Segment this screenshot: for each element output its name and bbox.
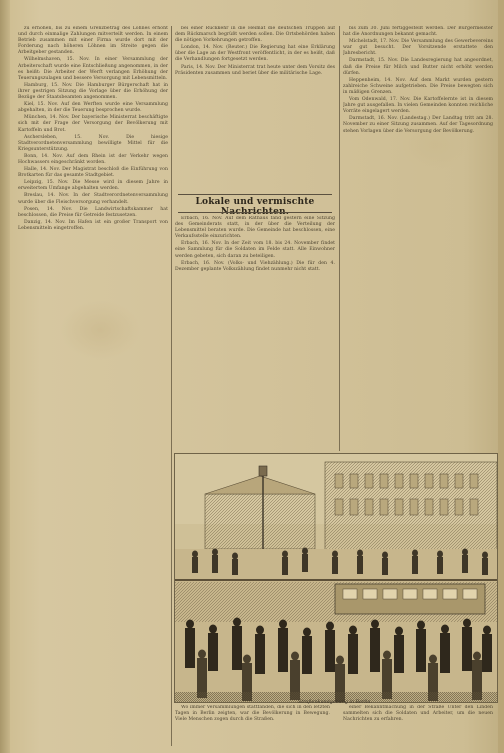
article-paragraph: Posen, 14. Nov. Die Landwirtschaftskammer hat beschlossen, die Preise für Getreide festzusetzen. — [18, 206, 168, 218]
article-paragraph: Michelstadt, 17. Nov. Die Versammlung des Gewerbevereins war gut besucht. Der Vorsitzende erstattete den Jahresbericht. — [343, 39, 493, 57]
article-paragraph: bei einer Rückkehr in die Heimat die deutschen Truppen auf dem Rückmarsch begrüßt werden sollen. Die Ortsbehörden haben die nötigen Vorkehrungen getroffen. — [175, 26, 335, 44]
page-right-edge — [498, 0, 504, 753]
article-paragraph: Heppenheim, 14. Nov. Auf dem Markt wurden gestern zahlreiche Schweine aufgetrieben. Die Preise bewegten sich in mäßigen Grenzen. — [343, 77, 493, 95]
article-paragraph: Halle, 14. Nov. Der Magistrat beschloß die Einführung von Brotkarten für das gesamte Stadtgebiet. — [18, 167, 168, 179]
page-binding-edge — [0, 0, 10, 753]
article-paragraph: Vom Odenwald, 17. Nov. Die Kartoffelernte ist in diesem Jahre gut ausgefallen. In vielen Gemeinden konnten reichliche Vorräte eingelagert werden. — [343, 97, 493, 115]
section-title: Lokale und vermischte Nachrichten. — [195, 197, 315, 217]
article-paragraph: Aschersleben, 15. Nov. Die hiesige Stadtverordnetenversammlung bewilligte Mittel für die Kriegsunterstützung. — [18, 134, 168, 152]
section-rule-bottom — [178, 212, 332, 213]
article-paragraph: Erbach, 16. Nov. In der Zeit vom 18. bis 24. November findet eine Sammlung für die Soldaten im Felde statt. Alle Einwohner werden gebeten, sich daran zu beteiligen. — [175, 241, 335, 259]
column-divider — [339, 26, 340, 451]
article-paragraph: Breslau, 14. Nov. In der Stadtverordnetenversammlung wurde über die Fleischversorgung verhandelt. — [18, 193, 168, 205]
article-paragraph: Kiel, 15. Nov. Auf den Werften wurde eine Versammlung abgehalten, in der die Teuerung besprochen wurde. — [18, 102, 168, 114]
illustration-caption: Straßenkundgebung in Berlin. — [298, 700, 372, 705]
column-2-text — [175, 26, 335, 194]
article-paragraph: Erbach, 16. Nov. Auf dem Rathaus fand gestern eine Sitzung des Gemeinderats statt, in der über die Verteilung der Lebensmittel beraten wurde. Die Gemeinde hat beschlossen, eine Verkaufsstelle einzurichten. — [175, 216, 335, 240]
column-divider — [171, 26, 172, 746]
article-paragraph: zu erhöhen, bis zu einem Grenzbetrag des Lohnes erhöht und durch einmalige Zahlungen mitverteilt werden. In einem Betrieb zusammen mit einer Firma wurde dort mit der Forderung nach höheren Löhnen im Streite gegen die Arbeitgeber gestanden. — [18, 26, 168, 56]
article-paragraph: Wilhelmshaven, 15. Nov. In einer Versammlung der Arbeiterschaft wurde eine Entschließung angenommen, in der es heißt: Die Arbeiter der Werft verlangen Erhöhung der Teuerungszulagen und bessere Versorgung mit Lebensmitteln. — [18, 57, 168, 81]
article-paragraph: Hamburg, 15. Nov. Die Hamburger Bürgerschaft hat in ihrer gestrigen Sitzung die Vorlage über die Erhöhung der Bezüge der Staatsbeamten angenommen. — [18, 82, 168, 101]
article-paragraph: Danzig, 14. Nov. Im Hafen ist ein großer Transport von Lebensmitteln eingetroffen. — [18, 219, 168, 231]
column-1-text — [18, 26, 168, 726]
column-3-text — [343, 26, 493, 451]
column-2-local-news — [175, 216, 335, 451]
street-scene-illustration — [174, 453, 498, 703]
article-paragraph: bis zum 30. Juni fertiggestellt werden. Der Bürgermeister hat die Anordnungen bekannt gemacht. — [343, 26, 493, 38]
street-scene-engraving — [175, 454, 497, 702]
article-paragraph: Darmstadt, 16. Nov. (Landestag.) Der Landtag tritt am 28. November zu einer Sitzung zusammen. Auf der Tagesordnung stehen Vorlagen über die Versorgung der Bevölkerung. — [343, 116, 493, 134]
article-paragraph: einer Bekanntmachung in der Straße Unter den Linden sammelten sich die Soldaten und Arbeiter, um die neuen Nachrichten zu erfahren. — [343, 705, 493, 723]
article-paragraph: Erbach, 16. Nov. (Volks- und Viehzählung.) Die für den 4. Dezember geplante Volkszählung findet nunmehr nicht statt. — [175, 260, 335, 272]
article-paragraph: Wo immer Versammlungen stattfanden, die sich in den letzten Tagen in Berlin zeigten, war die Bevölkerung in Bewegung. Viele Menschen zogen durch die Straßen. — [175, 705, 330, 723]
article-paragraph: München, 14. Nov. Der bayerische Ministerrat beschäftigte sich mit der Frage der Versorgung der Bevölkerung mit Kartoffeln und Brot. — [18, 115, 168, 133]
column-2-foot-text — [175, 705, 330, 745]
column-3-foot-text — [343, 705, 493, 745]
article-paragraph: Leipzig, 15. Nov. Die Messe wird in diesem Jahre in erweitertem Umfange abgehalten werden. — [18, 180, 168, 192]
article-paragraph: Darmstadt, 15. Nov. Die Landesregierung hat angeordnet, daß die Preise für Milch und Butter nicht erhöht werden dürfen. — [343, 58, 493, 76]
article-paragraph: Bonn, 14. Nov. Auf dem Rhein ist der Verkehr wegen Hochwassers eingeschränkt worden. — [18, 153, 168, 165]
section-rule-top — [178, 194, 332, 195]
article-paragraph: London, 14. Nov. (Reuter.) Die Regierung hat eine Erklärung über die Lage an der Westfront veröffentlicht, in der es heißt, daß die Verhandlungen fortgesetzt werden. — [175, 45, 335, 63]
article-paragraph: Paris, 14. Nov. Der Ministerrat trat heute unter dem Vorsitz des Präsidenten zusammen und beriet über die militärische Lage. — [175, 64, 335, 76]
